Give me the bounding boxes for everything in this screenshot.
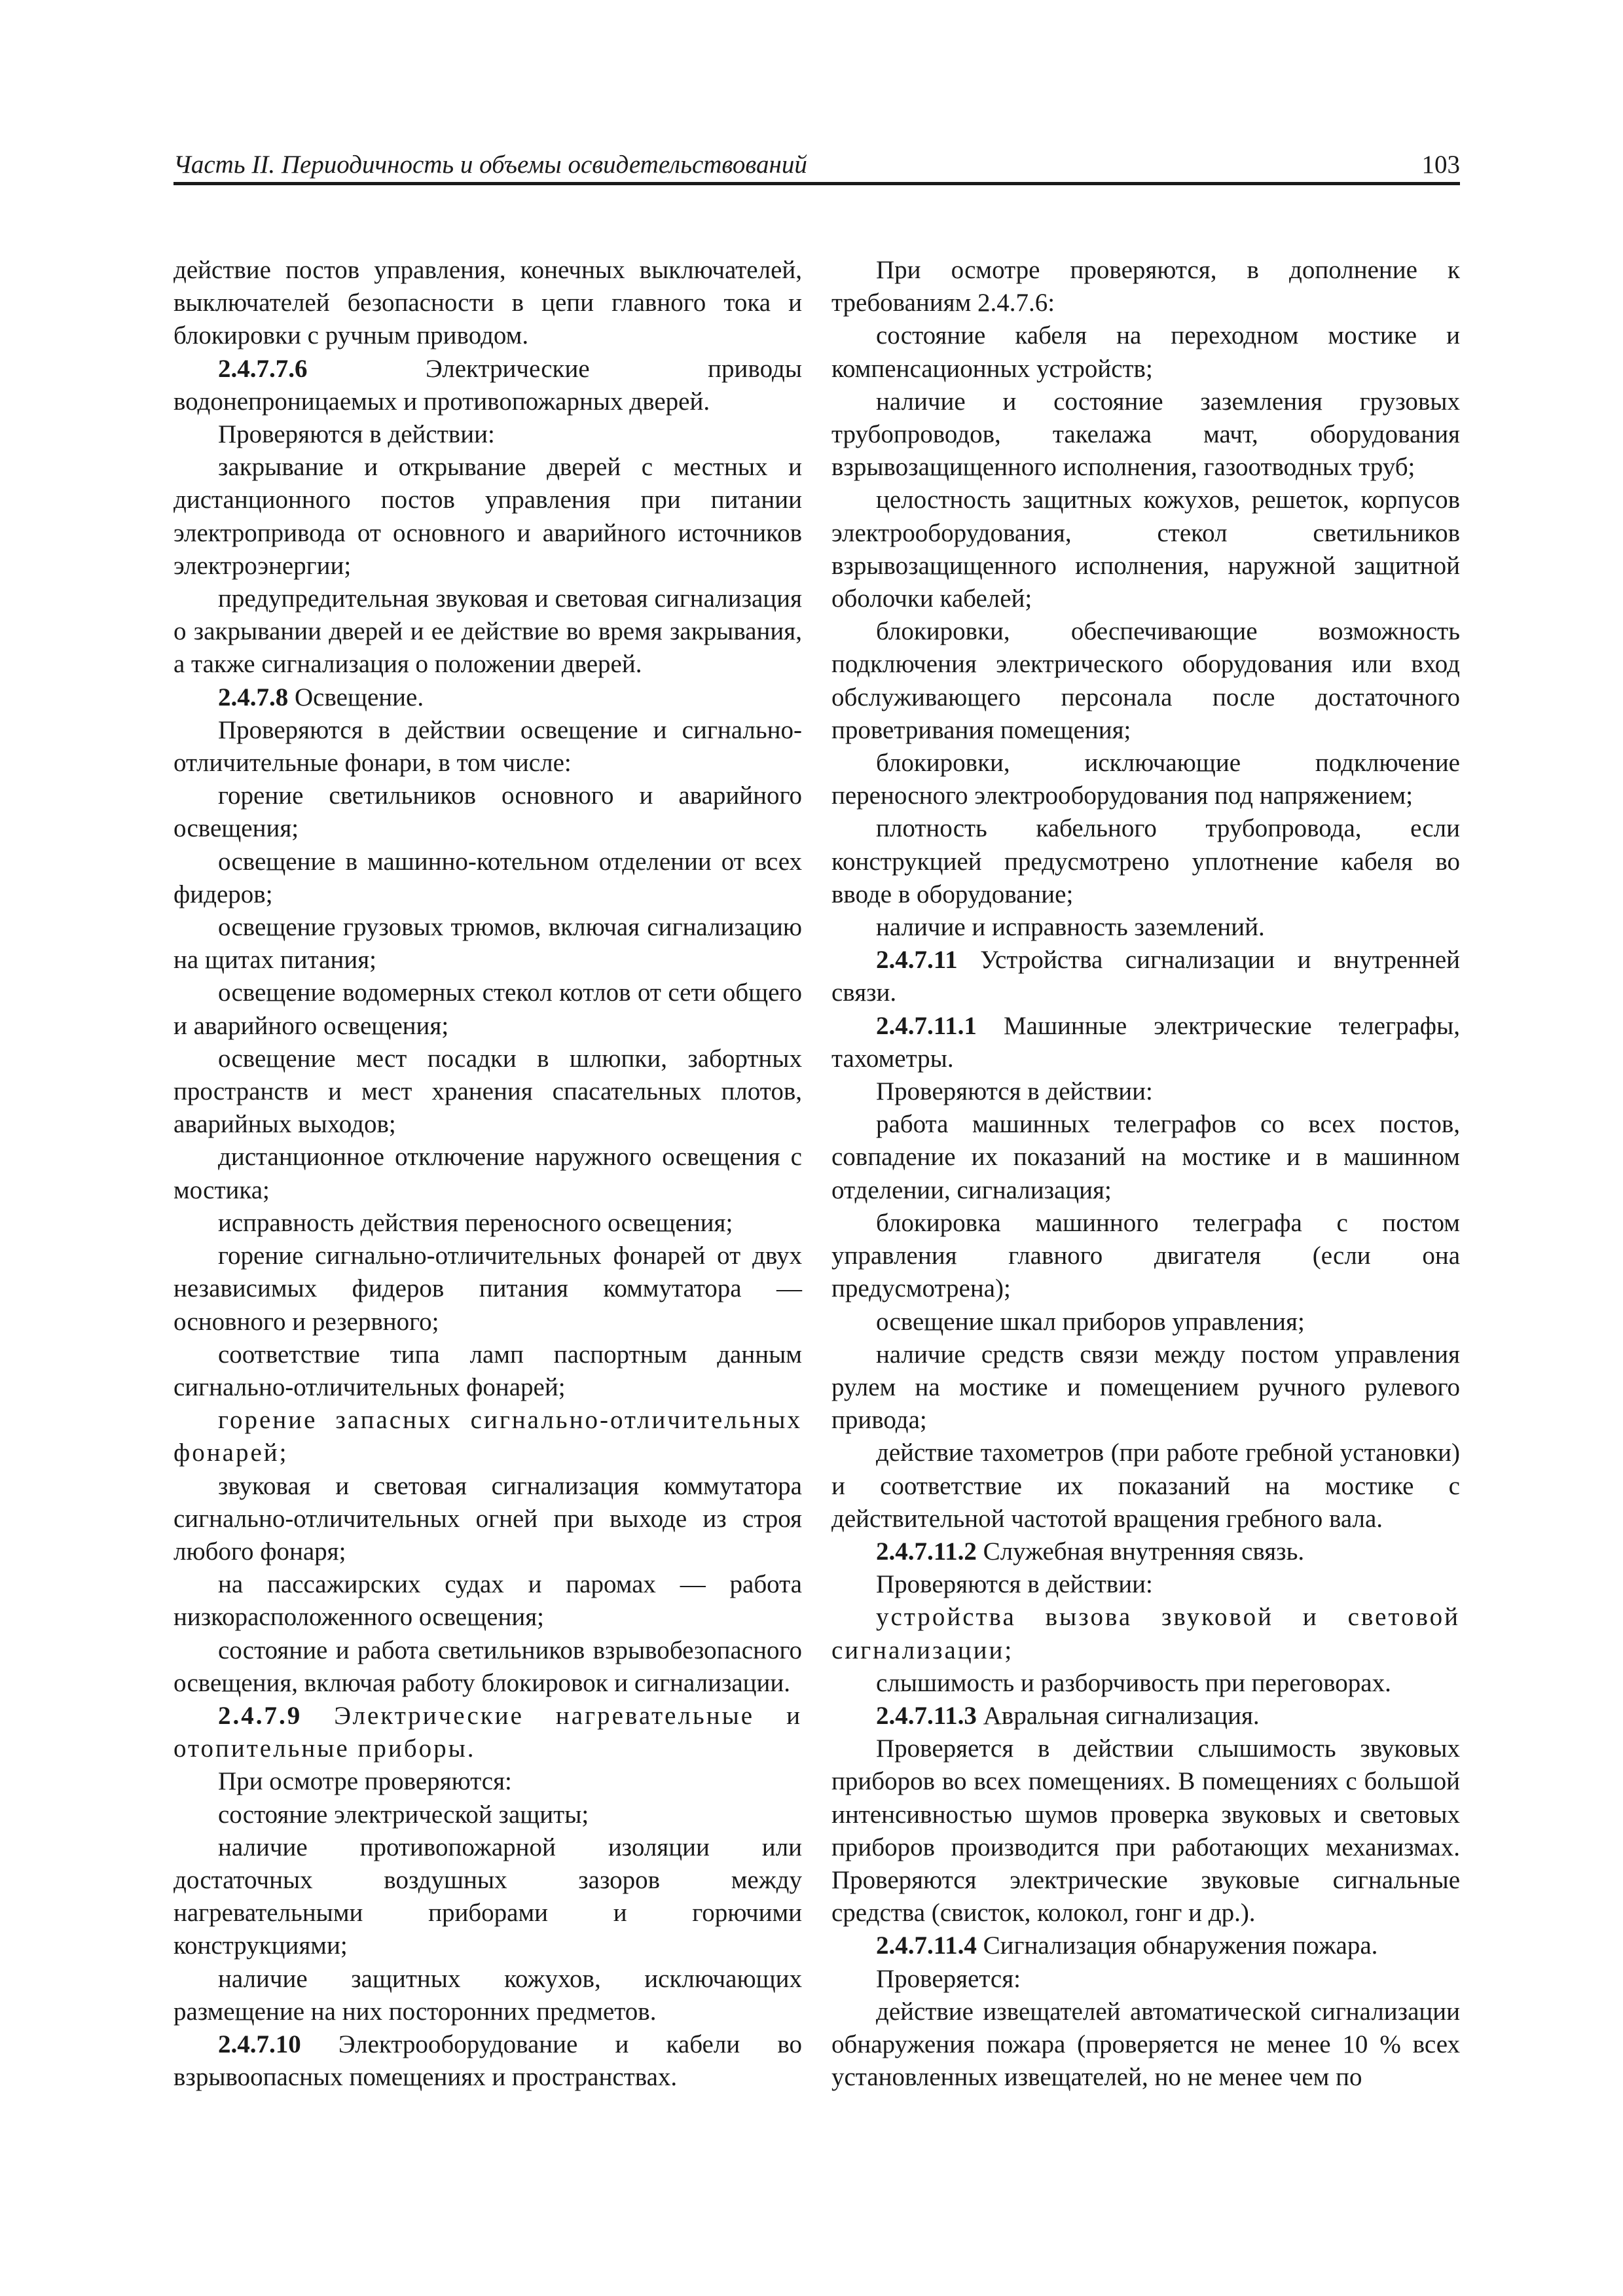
- paragraph-text: освещение шкал приборов управления;: [876, 1307, 1305, 1336]
- paragraph-text: исправность действия переносного освещения;: [218, 1208, 733, 1237]
- paragraph: [173, 1240, 802, 1338]
- paragraph-text: наличие средств связи между постом управления рулем на мостике и помещением ручного рулевого привода;: [831, 1340, 1460, 1435]
- running-header: [173, 143, 1460, 185]
- paragraph: [831, 1667, 1460, 1700]
- paragraph-text: плотность кабельного трубопровода, если конструкцией предусмотрено уплотнение кабеля во вводе в оборудование;: [831, 814, 1460, 908]
- section-number: 2.4.7.8: [218, 683, 289, 711]
- paragraph: [831, 1568, 1460, 1601]
- paragraph-text: освещение водомерных стекол котлов от сети общего и аварийного освещения;: [173, 978, 802, 1040]
- paragraph-text: Проверяется в действии слышимость звуковых приборов во всех помещениях. В помещениях с большой интенсивностью шумов проверка звуковых и световых приборов производится при работающих механизмах. Проверяются электрические звуковые сигнальные средства (свисток, колокол, гонг и др.).: [831, 1734, 1460, 1928]
- section-number: 2.4.7.11.4: [876, 1931, 977, 1960]
- paragraph-text: наличие и исправность заземлений.: [876, 913, 1265, 942]
- section-paragraph: [831, 944, 1460, 1009]
- paragraph-text: При осмотре проверяются:: [218, 1767, 512, 1796]
- paragraph: [831, 1437, 1460, 1535]
- paragraph-text: наличие противопожарной изоляции или достаточных воздушных зазоров между нагревательными приборами и горючими конструкциями;: [173, 1833, 802, 1960]
- section-paragraph: [173, 353, 802, 418]
- paragraph: [831, 1075, 1460, 1108]
- paragraph: [173, 1043, 802, 1141]
- paragraph: [831, 1207, 1460, 1306]
- paragraph-text: Электрические нагревательные и отопительные приборы.: [173, 1701, 802, 1763]
- left-column: [173, 254, 802, 2094]
- paragraph: [831, 254, 1460, 319]
- paragraph-text: Служебная внутренняя связь.: [976, 1537, 1305, 1566]
- paragraph-text: Электрооборудование и кабели во взрывоопасных помещениях и пространствах.: [173, 2030, 802, 2092]
- paragraph-text: работа машинных телеграфов со всех постов, совпадение их показаний на мостике и в машинном отделении, сигнализация;: [831, 1110, 1460, 1204]
- paragraph-text: Машинные электрические телеграфы, тахометры.: [831, 1011, 1460, 1073]
- paragraph-text: наличие и состояние заземления грузовых трубопроводов, такелажа мачт, оборудования взрывозащищенного исполнения, газоотводных труб;: [831, 387, 1460, 482]
- paragraph-text: Проверяются в действии:: [876, 1570, 1153, 1599]
- paragraph-text: действие извещателей автоматической сигнализации обнаружения пожара (проверяется не менее 10 % всех установленных извещателей, но не менее чем по: [831, 1997, 1460, 2092]
- paragraph-text: горение запасных сигнально-отличительных фонарей;: [173, 1406, 802, 1467]
- paragraph-text: действие тахометров (при работе гребной установки) и соответствие их показаний на мостике с действительной частотой вращения гребного вала.: [831, 1439, 1460, 1533]
- paragraph: [173, 1404, 802, 1469]
- paragraph-text: устройства вызова звуковой и световой сигнализации;: [831, 1603, 1460, 1664]
- section-paragraph: [831, 1010, 1460, 1075]
- paragraph-text: освещение в машинно-котельном отделении от всех фидеров;: [173, 847, 802, 908]
- running-header-title: Часть II. Периодичность и объемы освидетельствований: [173, 151, 807, 179]
- paragraph: [831, 812, 1460, 911]
- paragraph: [173, 846, 802, 911]
- paragraph-text: Проверяется:: [876, 1964, 1021, 1993]
- paragraph: [831, 1338, 1460, 1437]
- section-number: 2.4.7.11.2: [876, 1537, 977, 1566]
- section-paragraph: [173, 1700, 802, 1765]
- right-column: [831, 254, 1460, 2094]
- paragraph: [173, 1765, 802, 1798]
- paragraph: [173, 977, 802, 1042]
- paragraph-text: блокировки, обеспечивающие возможность подключения электрического оборудования или вход обслуживающего персонала после достаточного проветривания помещения;: [831, 617, 1460, 744]
- paragraph-text: действие постов управления, конечных выключателей, выключателей безопасности в цепи главного тока и блокировки с ручным приводом.: [173, 256, 802, 350]
- paragraph: [173, 911, 802, 977]
- paragraph: [831, 1963, 1460, 1996]
- paragraph-text: дистанционное отключение наружного освещения с мостика;: [173, 1143, 802, 1204]
- paragraph: [173, 780, 802, 845]
- paragraph: [173, 1338, 802, 1404]
- paragraph: [173, 1963, 802, 2028]
- paragraph-text: звуковая и световая сигнализация коммутатора сигнально-отличительных огней при выходе из строя любого фонаря;: [173, 1471, 802, 1566]
- paragraph: [831, 747, 1460, 812]
- paragraph: [173, 583, 802, 681]
- section-paragraph: [831, 1929, 1460, 1962]
- paragraph: [831, 484, 1460, 615]
- paragraph-text: на пассажирских судах и паромах — работа низкорасположенного освещения;: [173, 1570, 802, 1632]
- paragraph-text: При осмотре проверяются, в дополнение к требованиям 2.4.7.6:: [831, 256, 1460, 317]
- paragraph-text: состояние электрической защиты;: [218, 1800, 589, 1829]
- section-number: 2.4.7.11.1: [876, 1011, 977, 1040]
- paragraph: [831, 1108, 1460, 1207]
- paragraph-text: закрывание и открывание дверей с местных и дистанционного постов управления при питании электропривода от основного и аварийного источников электроэнергии;: [173, 453, 802, 580]
- paragraph-text: предупредительная звуковая и световая сигнализация о закрывании дверей и ее действие во время закрывания, а также сигнализация о положении дверей.: [173, 584, 802, 679]
- paragraph: [173, 451, 802, 583]
- section-number: 2.4.7.10: [218, 2030, 301, 2058]
- paragraph-text: блокировка машинного телеграфа с постом управления главного двигателя (если она предусмотрена);: [831, 1208, 1460, 1303]
- section-number: 2.4.7.7.6: [218, 354, 308, 383]
- paragraph-text: освещение грузовых трюмов, включая сигнализацию на щитах питания;: [173, 913, 802, 975]
- paragraph: [173, 254, 802, 353]
- paragraph-text: наличие защитных кожухов, исключающих размещение на них посторонних предметов.: [173, 1964, 802, 2026]
- paragraph-text: Проверяются в действии:: [218, 420, 495, 449]
- paragraph-text: состояние кабеля на переходном мостике и компенсационных устройств;: [831, 321, 1460, 383]
- section-paragraph: [831, 1700, 1460, 1732]
- paragraph: [173, 1831, 802, 1963]
- section-number: 2.4.7.11: [876, 946, 958, 975]
- section-number: 2.4.7.11.3: [876, 1701, 977, 1730]
- paragraph: [831, 1306, 1460, 1338]
- section-paragraph: [173, 681, 802, 714]
- paragraph-text: Электрические приводы водонепроницаемых и противопожарных дверей.: [173, 354, 802, 416]
- paragraph: [831, 1732, 1460, 1929]
- paragraph-text: состояние и работа светильников взрывобезопасного освещения, включая работу блокировок и сигнализации.: [173, 1636, 802, 1697]
- section-paragraph: [831, 1535, 1460, 1568]
- paragraph: [173, 1634, 802, 1700]
- paragraph-text: слышимость и разборчивость при переговорах.: [876, 1668, 1391, 1697]
- paragraph: [173, 1568, 802, 1634]
- paragraph-text: целостность защитных кожухов, решеток, корпусов электрооборудования, стекол светильников взрывозащищенного исполнения, наружной защитной оболочки кабелей;: [831, 486, 1460, 613]
- paragraph: [831, 1601, 1460, 1666]
- paragraph-text: соответствие типа ламп паспортным данным сигнально-отличительных фонарей;: [173, 1340, 802, 1401]
- paragraph: [173, 418, 802, 451]
- section-paragraph: [173, 2028, 802, 2094]
- paragraph-text: Сигнализация обнаружения пожара.: [976, 1931, 1378, 1960]
- paragraph: [173, 1207, 802, 1240]
- paragraph-text: Устройства сигнализации и внутренней связи.: [831, 946, 1460, 1007]
- paragraph-text: блокировки, исключающие подключение переносного электрооборудования под напряжением;: [831, 749, 1460, 810]
- paragraph-text: Авральная сигнализация.: [976, 1701, 1260, 1730]
- paragraph: [831, 319, 1460, 385]
- paragraph: [173, 1799, 802, 1831]
- paragraph-text: Освещение.: [288, 683, 424, 711]
- paragraph-text: горение сигнально-отличительных фонарей от двух независимых фидеров питания коммутатора — основного и резервного;: [173, 1242, 802, 1336]
- paragraph: [173, 714, 802, 780]
- paragraph-text: освещение мест посадки в шлюпки, забортных пространств и мест хранения спасательных плотов, аварийных выходов;: [173, 1044, 802, 1139]
- paragraph-text: Проверяются в действии освещение и сигнально-отличительные фонари, в том числе:: [173, 715, 802, 778]
- paragraph: [831, 615, 1460, 747]
- paragraph: [831, 911, 1460, 944]
- paragraph: [173, 1470, 802, 1569]
- paragraph-text: горение светильников основного и аварийного освещения;: [173, 781, 802, 843]
- paragraph: [173, 1141, 802, 1206]
- paragraph: [831, 1996, 1460, 2094]
- page-number: 103: [1421, 151, 1460, 179]
- paragraph: [831, 386, 1460, 484]
- paragraph-text: Проверяются в действии:: [876, 1077, 1153, 1106]
- section-number: 2.4.7.9: [218, 1701, 302, 1730]
